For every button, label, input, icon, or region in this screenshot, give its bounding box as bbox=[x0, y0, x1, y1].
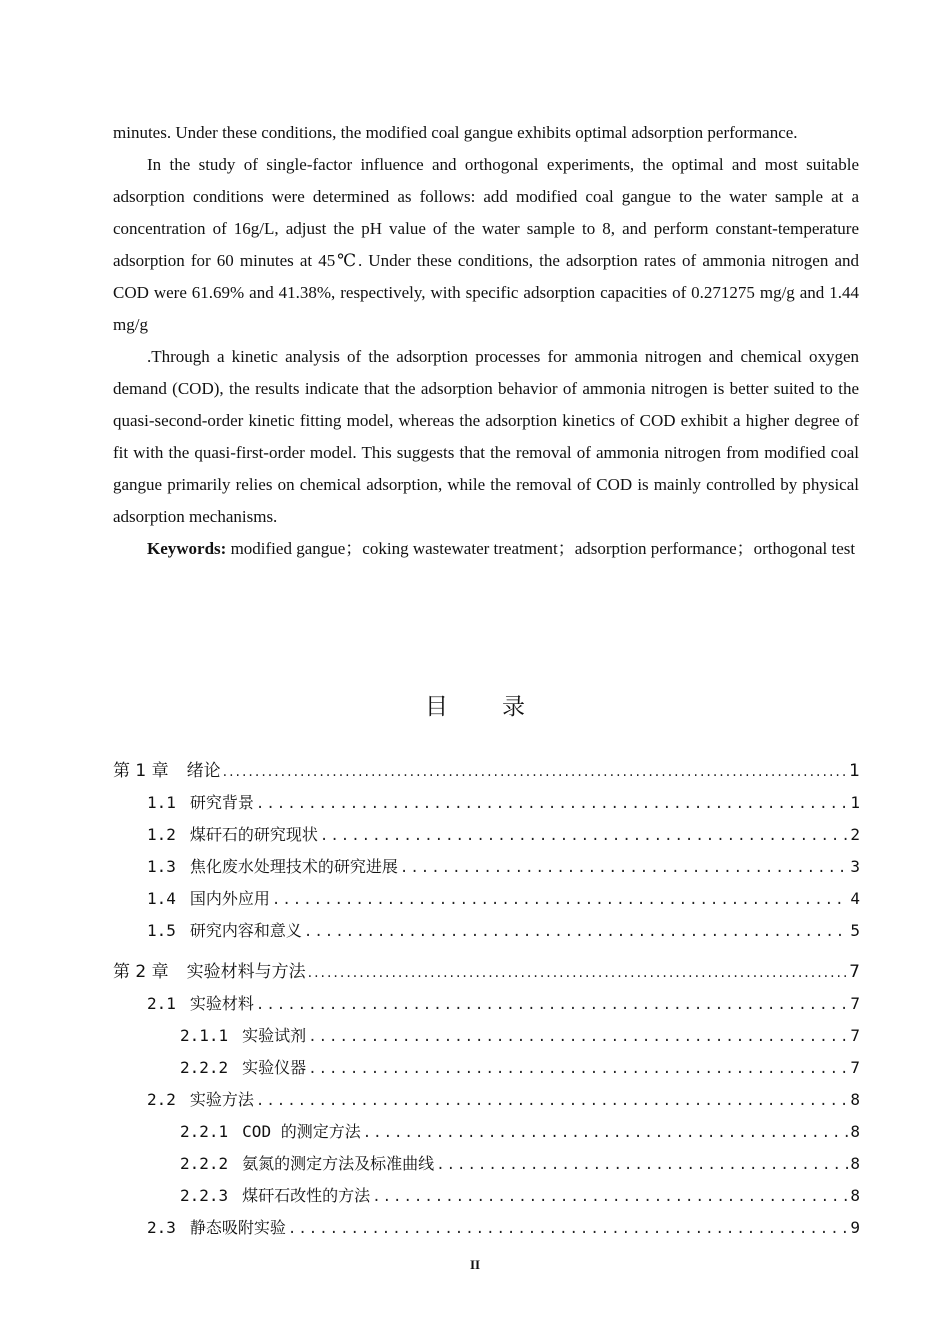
toc-entry-page: 1 bbox=[850, 793, 860, 812]
toc-entry-number: 2.2.3 bbox=[180, 1186, 229, 1205]
toc-entry-label: 静态吸附实验 bbox=[189, 1218, 286, 1237]
toc-entry-2-1-1[interactable] bbox=[113, 1020, 860, 1052]
toc-dot-leader bbox=[436, 1149, 848, 1181]
toc-entry-label: 煤矸石的研究现状 bbox=[189, 825, 318, 844]
toc-entry-number: 第 1 章 bbox=[113, 761, 169, 781]
toc-entry-label: 实验试剂 bbox=[242, 1026, 307, 1045]
toc-dot-leader bbox=[256, 989, 848, 1021]
toc-entry-page: 8 bbox=[850, 1186, 860, 1205]
toc-entry-2-2-2[interactable] bbox=[113, 1148, 860, 1180]
table-of-contents bbox=[113, 755, 860, 1244]
toc-entry-label: 实验仪器 bbox=[242, 1058, 307, 1077]
toc-entry-label: 实验方法 bbox=[189, 1090, 254, 1109]
abstract-paragraph-3: .Through a kinetic analysis of the adsorption processes for ammonia nitrogen and chemical oxygen demand (COD), the results indicate that the adsorption behavior of ammonia nitrogen is better suited to the quasi-second-order kinetic fitting model, whereas the adsorption kinetics of COD exhibit a higher degree of fit with the quasi-first-order model. This suggests that the removal of ammonia nitrogen from modified coal gangue primarily relies on chemical adsorption, while the removal of COD is mainly controlled by physical adsorption mechanisms. bbox=[113, 347, 859, 526]
toc-entry-label: 焦化废水处理技术的研究进展 bbox=[189, 857, 398, 876]
toc-dot-leader bbox=[308, 1053, 848, 1085]
toc-entry-2-2[interactable] bbox=[113, 1084, 860, 1116]
toc-entry-chapter-2[interactable] bbox=[113, 956, 860, 988]
toc-entry-label: 研究内容和意义 bbox=[189, 921, 302, 940]
toc-entry-page: 7 bbox=[850, 1026, 860, 1045]
toc-entry-number: 2.2.2 bbox=[180, 1058, 229, 1077]
toc-dot-leader bbox=[304, 916, 848, 948]
keywords-text: modified gangue；coking wastewater treatment；adsorption performance；orthogonal test bbox=[226, 539, 856, 558]
toc-entry-2-2-1[interactable] bbox=[113, 1116, 860, 1148]
toc-entry-1-5[interactable] bbox=[113, 915, 860, 947]
toc-dot-leader bbox=[308, 1021, 848, 1053]
page-number: II bbox=[469, 1257, 481, 1272]
toc-entry-number: 1.2 bbox=[147, 825, 176, 844]
abstract-body bbox=[113, 117, 859, 565]
toc-dot-leader bbox=[320, 820, 848, 852]
toc-dot-leader bbox=[372, 1181, 848, 1213]
toc-entry-page: 4 bbox=[850, 889, 860, 908]
toc-entry-number: 2.1.1 bbox=[180, 1026, 229, 1045]
toc-entry-1-3[interactable] bbox=[113, 851, 860, 883]
toc-entry-page: 2 bbox=[850, 825, 860, 844]
toc-entry-label: 实验材料 bbox=[189, 994, 254, 1013]
toc-dot-leader bbox=[223, 756, 848, 788]
toc-entry-page: 8 bbox=[850, 1122, 860, 1141]
toc-entry-2-3[interactable] bbox=[113, 1212, 860, 1244]
toc-dot-leader bbox=[272, 884, 848, 916]
toc-dot-leader bbox=[256, 788, 848, 820]
toc-entry-1-4[interactable] bbox=[113, 883, 860, 915]
toc-title: 目录 bbox=[425, 694, 579, 720]
toc-entry-page: 5 bbox=[850, 921, 860, 940]
toc-dot-leader bbox=[256, 1085, 848, 1117]
toc-entry-number: 2.3 bbox=[147, 1218, 176, 1237]
toc-entry-page: 7 bbox=[849, 962, 860, 982]
toc-dot-leader bbox=[288, 1213, 848, 1245]
toc-dot-leader bbox=[400, 852, 848, 884]
toc-entry-1-1[interactable] bbox=[113, 787, 860, 819]
toc-entry-page: 9 bbox=[850, 1218, 860, 1237]
toc-entry-number: 2.2.1 bbox=[180, 1122, 229, 1141]
toc-entry-2-1[interactable] bbox=[113, 988, 860, 1020]
toc-entry-chapter-1[interactable] bbox=[113, 755, 860, 787]
toc-dot-leader bbox=[308, 957, 848, 989]
toc-entry-number: 1.5 bbox=[147, 921, 176, 940]
toc-entry-label: 绪论 bbox=[186, 761, 221, 781]
toc-entry-page: 7 bbox=[850, 994, 860, 1013]
toc-entry-page: 7 bbox=[850, 1058, 860, 1077]
toc-entry-1-2[interactable] bbox=[113, 819, 860, 851]
toc-entry-number: 2.1 bbox=[147, 994, 176, 1013]
toc-entry-page: 3 bbox=[850, 857, 860, 876]
abstract-paragraph-2: In the study of single-factor influence and orthogonal experiments, the optimal and most suitable adsorption conditions were determined as follows: add modified coal gangue to the water sample at a concentration of 16g/L, adjust the pH value of the water sample to 8, and perform constant-temperature adsorption for 60 minutes at 45℃. Under these conditions, the adsorption rates of ammonia nitrogen and COD were 61.69% and 41.38%, respectively, with specific adsorption capacities of 0.271275 mg/g and 1.44 mg/g bbox=[113, 155, 859, 334]
toc-entry-label: 氨氮的测定方法及标准曲线 bbox=[242, 1154, 435, 1173]
toc-entry-page: 8 bbox=[850, 1154, 860, 1173]
keywords-line bbox=[113, 533, 859, 565]
toc-entry-number: 1.4 bbox=[147, 889, 176, 908]
toc-entry-label: 煤矸石改性的方法 bbox=[242, 1186, 371, 1205]
toc-entry-page: 8 bbox=[850, 1090, 860, 1109]
toc-entry-page: 1 bbox=[849, 761, 860, 781]
toc-entry-2-2-3[interactable] bbox=[113, 1180, 860, 1212]
abstract-paragraph-1: minutes. Under these conditions, the modified coal gangue exhibits optimal adsorption performance. bbox=[113, 123, 798, 142]
toc-entry-label: 国内外应用 bbox=[189, 889, 270, 908]
toc-entry-label: 实验材料与方法 bbox=[186, 962, 306, 982]
toc-dot-leader bbox=[363, 1117, 849, 1149]
toc-entry-number: 2.2.2 bbox=[180, 1154, 229, 1173]
toc-entry-number: 2.2 bbox=[147, 1090, 176, 1109]
toc-entry-2-2-2-instruments[interactable] bbox=[113, 1052, 860, 1084]
toc-entry-number: 1.1 bbox=[147, 793, 176, 812]
toc-entry-number: 第 2 章 bbox=[113, 962, 169, 982]
toc-entry-number: 1.3 bbox=[147, 857, 176, 876]
keywords-label: Keywords: bbox=[147, 539, 227, 558]
toc-entry-label: COD 的测定方法 bbox=[242, 1122, 361, 1141]
toc-entry-label: 研究背景 bbox=[189, 793, 254, 812]
